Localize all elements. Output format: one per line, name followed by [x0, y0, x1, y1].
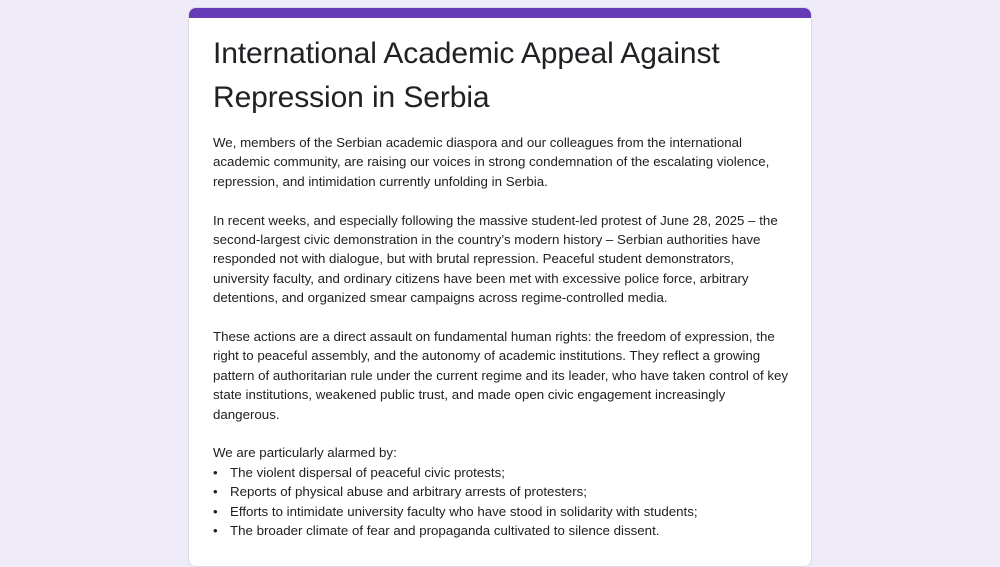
form-description: [213, 133, 793, 540]
description-paragraph-4: We are particularly alarmed by:: [213, 445, 397, 461]
list-item: [213, 521, 793, 540]
bullet-icon: •: [213, 503, 218, 519]
bullet-icon: •: [213, 484, 218, 500]
bullet-icon: •: [213, 464, 218, 480]
list-item-text: The violent dispersal of peaceful civic protests;: [230, 464, 505, 480]
form-title: International Academic Appeal Against Repression in Serbia: [213, 37, 720, 114]
description-paragraph-1: We, members of the Serbian academic diaspora and our colleagues from the international academic community, are raising our voices in strong condemnation of the escalating violence, repression, and intimidation currently unfolding in Serbia.: [213, 135, 770, 189]
list-item-text: The broader climate of fear and propaganda cultivated to silence dissent.: [230, 523, 660, 539]
description-paragraph-3: These actions are a direct assault on fundamental human rights: the freedom of expression, the right to peaceful assembly, and the autonomy of academic institutions. They reflect a growing pattern of authoritarian rule under the current regime and its leader, who have taken control of key state institutions, weakened public trust, and made open civic engagement increasingly dangerous.: [213, 329, 789, 422]
list-item: [213, 502, 793, 521]
form-header-card: [188, 7, 812, 567]
list-item: [213, 482, 793, 501]
form-accent-bar: [189, 8, 811, 18]
bullet-icon: •: [213, 523, 218, 539]
description-paragraph-2: In recent weeks, and especially following the massive student-led protest of June 28, 2025 – the second-largest civic demonstration in the country’s modern history – Serbian authorities have responded not with dialogue, but with brutal repression. Peaceful student demonstrators, university faculty, and ordinary citizens have been met with excessive police force, arbitrary detentions, and organized smear campaigns across regime-controlled media.: [213, 212, 778, 306]
list-item-text: Reports of physical abuse and arbitrary arrests of protesters;: [230, 484, 587, 500]
list-item: [213, 463, 793, 482]
form-header-content: [213, 32, 793, 540]
list-item-text: Efforts to intimidate university faculty who have stood in solidarity with students;: [230, 503, 698, 519]
concerns-list: [213, 463, 793, 541]
